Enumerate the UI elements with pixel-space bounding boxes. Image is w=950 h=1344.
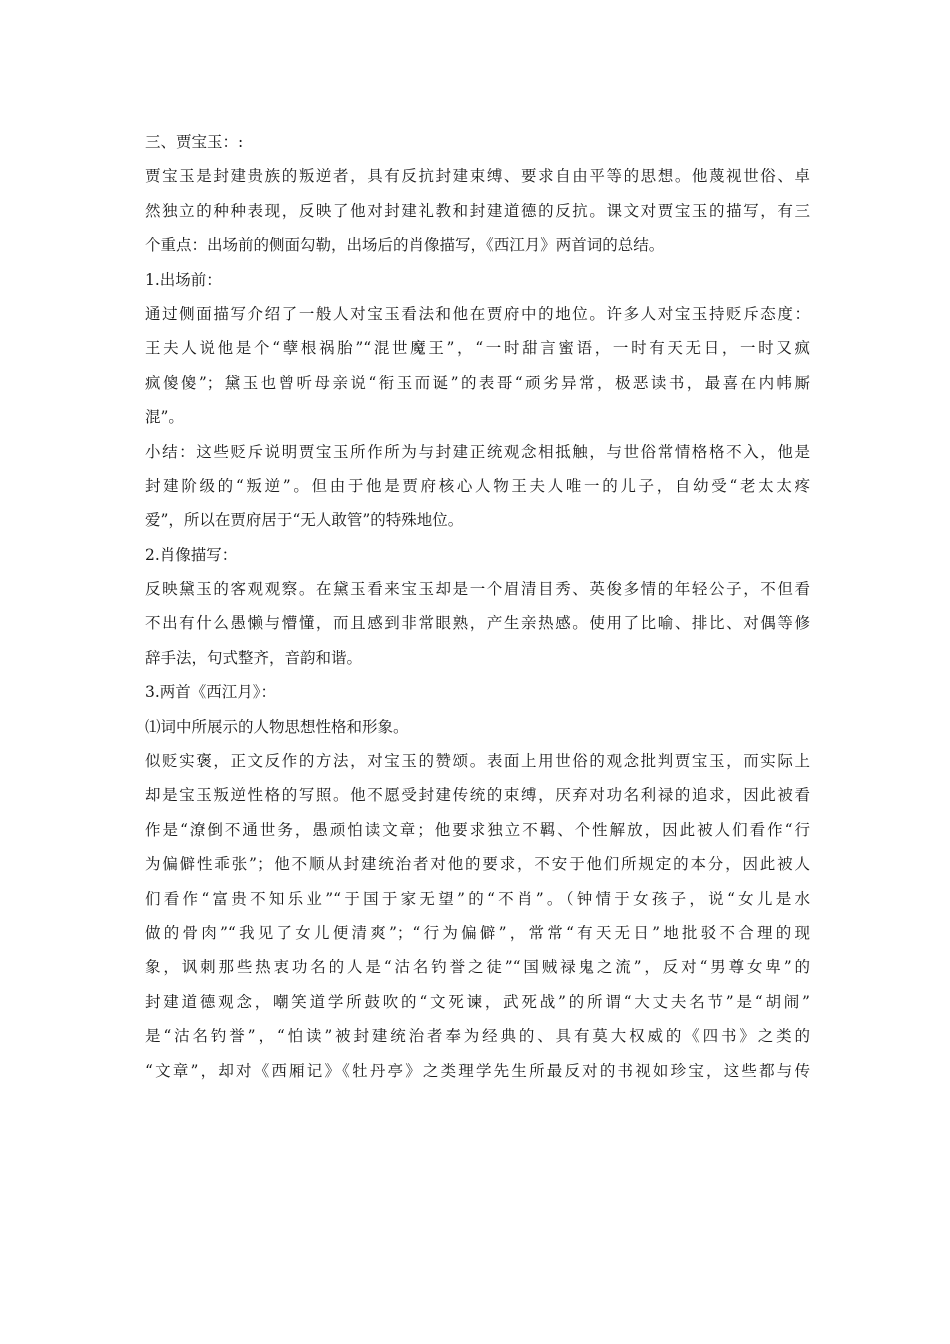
text-line: 三、贾宝玉：:: [145, 133, 244, 151]
text-line: “文章”，却对《西厢记》《牡丹亭》之类理学先生所最反对的书视如珍宝，这些都与传: [145, 1061, 810, 1080]
text-line: 个重点：出场前的侧面勾勒，出场后的肖像描写，《西江月》两首词的总结。: [145, 236, 665, 255]
text-line: 作是“潦倒不通世务，愚顽怕读文章；他要求独立不羁、个性解放，因此被人们看作“行: [145, 820, 810, 839]
text-line: 3.两首《西江月》：: [145, 683, 277, 702]
text-line: 似贬实褒，正文反作的方法，对宝玉的赞颂。表面上用世俗的观念批判贾宝玉，而实际上: [145, 752, 810, 771]
document-page: [145, 125, 810, 1088]
text-line: 却是宝玉叛逆性格的写照。他不愿受封建传统的束缚，厌弃对功名利禄的追求，因此被看: [145, 786, 810, 805]
text-line: 辞手法，句式整齐，音韵和谐。: [145, 648, 363, 667]
text-line: 做的骨肉”“我见了女儿便清爽”；“行为偏僻”，常常“有天无日”地批驳不合理的现: [145, 923, 810, 942]
text-line: 通过侧面描写介绍了一般人对宝玉看法和他在贾府中的地位。许多人对宝玉持贬斥态度：: [145, 304, 810, 323]
text-line: 1.出场前：: [145, 270, 222, 289]
text-line: 王夫人说他是个“孽根祸胎”“混世魔王”，“一时甜言蜜语，一时有天无日，一时又疯: [145, 339, 810, 358]
text-line: 为偏僻性乖张”；他不顺从封建统治者对他的要求，不安于他们所规定的本分，因此被人: [145, 855, 810, 874]
text-line: 混”。: [145, 408, 184, 427]
text-line: ⑴词中所展示的人物思想性格和形象。: [145, 717, 409, 736]
text-line: 不出有什么愚懒与懵懂，而且感到非常眼熟，产生亲热感。使用了比喻、排比、对偶等修: [145, 614, 810, 633]
text-line: 封建道德观念，嘲笑道学所鼓吹的“文死谏，武死战”的所谓“大丈夫名节”是“胡闹”: [145, 992, 810, 1011]
text-line: 小结：这些贬斥说明贾宝玉所作所为与封建正统观念相抵触，与世俗常情格格不入，他是: [145, 442, 810, 461]
text-line: 贾宝玉是封建贵族的叛逆者，具有反抗封建束缚、要求自由平等的思想。他蔑视世俗、卓: [145, 167, 810, 186]
text-line: 2.肖像描写：: [145, 545, 238, 564]
text-line: 反映黛玉的客观观察。在黛玉看来宝玉却是一个眉清目秀、英俊多情的年轻公子，不但看: [145, 580, 810, 599]
text-line: 爱”，所以在贾府居于“无人敢管”的特殊地位。: [145, 511, 464, 530]
text-line: 象，讽刺那些热衷功名的人是“沽名钓誉之徒”“国贼禄鬼之流”，反对“男尊女卑”的: [145, 958, 810, 977]
text-line: 疯傻傻”；黛玉也曾听母亲说“衔玉而诞”的表哥“顽劣异常，极恶读书，最喜在内帏厮: [145, 373, 810, 392]
text-line: 然独立的种种表现，反映了他对封建礼教和封建道德的反抗。课文对贾宝玉的描写，有三: [145, 201, 810, 220]
text-line: 们看作“富贵不知乐业”“于国于家无望”的“不肖”。（钟情于女孩子，说“女儿是水: [145, 889, 810, 908]
text-line: 封建阶级的“叛逆”。但由于他是贾府核心人物王夫人唯一的儿子，自幼受“老太太疼: [145, 476, 810, 495]
text-line: 是“沽名钓誉”，“怕读”被封建统治者奉为经典的、具有莫大权威的《四书》之类的: [145, 1027, 810, 1046]
